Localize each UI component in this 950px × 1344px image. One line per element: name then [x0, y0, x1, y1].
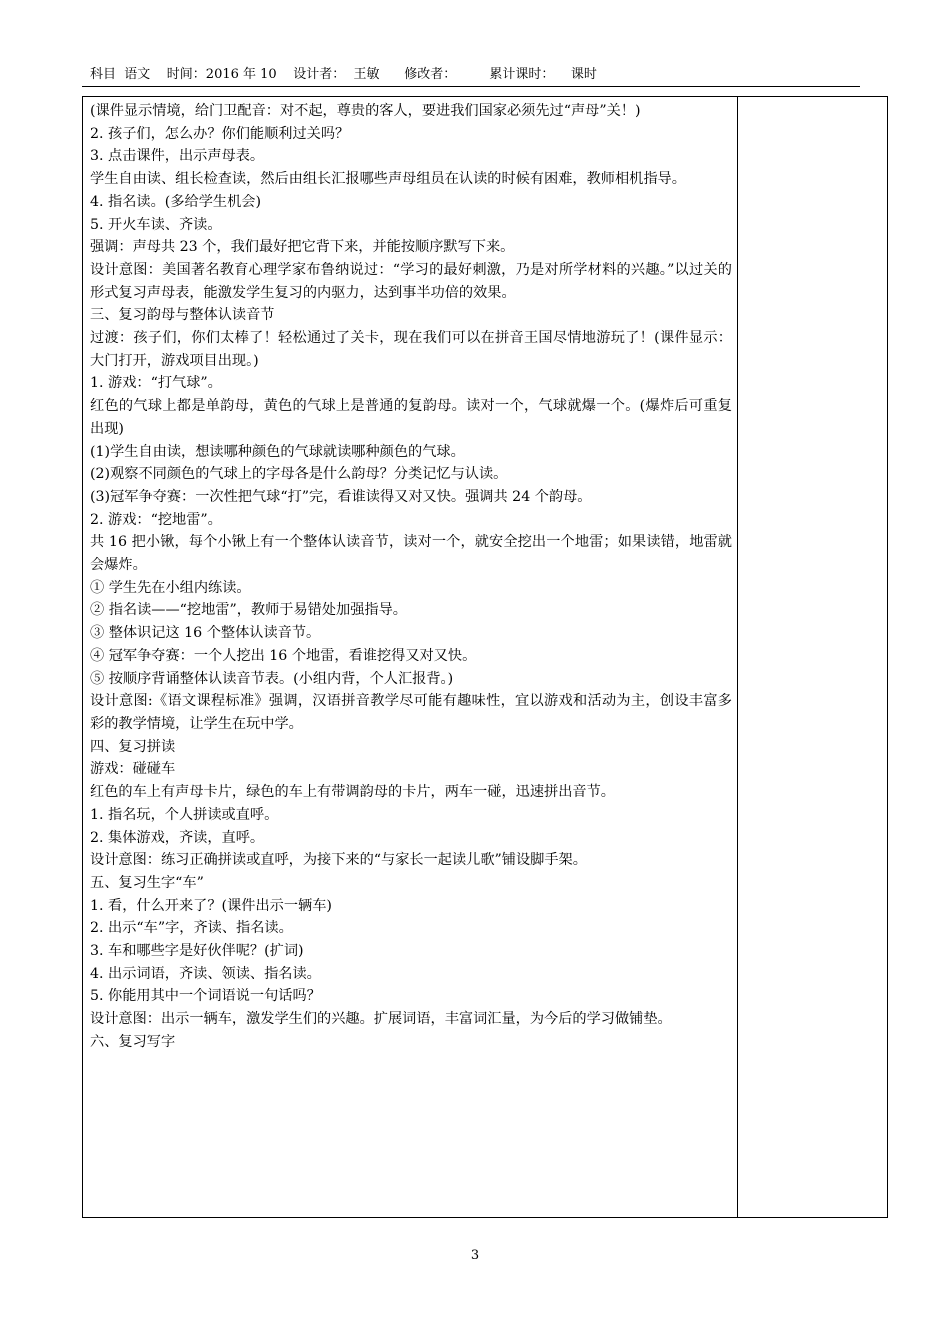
content-line: ② 指名读——“挖地雷”，教师于易错处加强指导。 [90, 602, 407, 619]
content-line: 过渡：孩子们，你们太棒了！轻松通过了关卡，现在我们可以在拼音王国尽情地游玩了！(课件显示：大门打开，游戏项目出现。) [90, 330, 732, 369]
content-line: (1)学生自由读，想读哪种颜色的气球就读哪种颜色的气球。 [90, 443, 465, 460]
content-line: 设计意图：美国著名教育心理学家布鲁纳说过：“学习的最好刺激，乃是对所学材料的兴趣。”以过关的形式复习声母表，能激发学生复习的内驱力，达到事半功倍的效果。 [90, 261, 732, 301]
content-line: 设计意图：出示一辆车，激发学生们的兴趣。扩展词语，丰富词汇量，为今后的学习做铺垫。 [90, 1011, 672, 1028]
lesson-content [90, 100, 732, 1054]
content-line: ⑤ 按顺序背诵整体认读音节表。(小组内背，个人汇报背。) [90, 670, 454, 687]
content-line: ① 学生先在小组内练读。 [90, 579, 251, 596]
header-rule [82, 86, 860, 87]
content-line: 设计意图：练习正确拼读或直呼，为接下来的“与家长一起读儿歌”铺设脚手架。 [90, 852, 587, 869]
section-heading: 五、复习生字“车” [90, 874, 204, 891]
content-line: 1. 游戏：“打气球”。 [90, 375, 222, 392]
content-line: 强调：声母共 23 个，我们最好把它背下来，并能按顺序默写下来。 [90, 239, 515, 256]
content-line: 红色的气球上都是单韵母，黄色的气球上是普通的复韵母。读对一个，气球就爆一个。(爆炸后可重复出现) [90, 398, 732, 437]
content-line: 游戏：碰碰车 [90, 761, 176, 778]
content-line: 5. 开火车读、齐读。 [90, 216, 222, 233]
content-line: (3)冠军争夺赛：一次性把气球“打”完，看谁读得又对又快。强调共 24 个韵母。 [90, 488, 592, 505]
content-line: 3. 点击课件，出示声母表。 [90, 148, 265, 165]
content-line: 2. 孩子们，怎么办？你们能顺利过关吗？ [90, 125, 350, 142]
content-line: 红色的车上有声母卡片，绿色的车上有带调韵母的卡片，两车一碰，迅速拼出音节。 [90, 784, 615, 801]
section-heading: 六、复习写字 [90, 1033, 176, 1050]
content-line: 4. 出示词语，齐读、领读、指名读。 [90, 965, 321, 982]
content-line: 4. 指名读。(多给学生机会) [90, 193, 261, 210]
content-line: 1. 看，什么开来了？(课件出示一辆车) [90, 897, 332, 914]
page-number: 3 [470, 1248, 480, 1263]
content-line: 2. 出示“车”字，齐读、指名读。 [90, 920, 293, 937]
section-heading: 四、复习拼读 [90, 738, 176, 755]
document-header: 科目 语文 时间：2016 年 10 设计者： 王敏 修改者： 累计课时： 课时 [90, 67, 597, 82]
content-line: (课件显示情境，给门卫配音：对不起，尊贵的客人，要进我们国家必须先过“声母”关！) [90, 103, 641, 119]
content-line: 2. 集体游戏，齐读，直呼。 [90, 829, 265, 846]
content-line: 1. 指名玩，个人拼读或直呼。 [90, 806, 279, 823]
content-line: 3. 车和哪些字是好伙伴呢？(扩词) [90, 943, 304, 960]
content-line: 学生自由读、组长检查读，然后由组长汇报哪些声母组员在认读的时候有困难，教师相机指导。 [90, 171, 686, 188]
content-line: 5. 你能用其中一个词语说一句话吗？ [90, 988, 321, 1005]
content-line: ④ 冠军争夺赛：一个人挖出 16 个地雷，看谁挖得又对又快。 [90, 647, 477, 664]
content-line: (2)观察不同颜色的气球上的字母各是什么韵母？分类记忆与认读。 [90, 466, 508, 483]
content-line: 共 16 把小锹，每个小锹上有一个整体认读音节，读对一个，就安全挖出一个地雷；如果读错，地雷就会爆炸。 [90, 534, 732, 574]
content-line: 设计意图:《语文课程标准》强调，汉语拼音教学尽可能有趣味性，宜以游戏和活动为主，创设丰富多彩的教学情境，让学生在玩中学。 [90, 693, 732, 732]
column-divider [737, 96, 738, 1218]
content-line: ③ 整体识记这 16 个整体认读音节。 [90, 625, 321, 642]
section-heading: 三、复习韵母与整体认读音节 [90, 307, 275, 324]
content-line: 2. 游戏：“挖地雷”。 [90, 511, 222, 528]
